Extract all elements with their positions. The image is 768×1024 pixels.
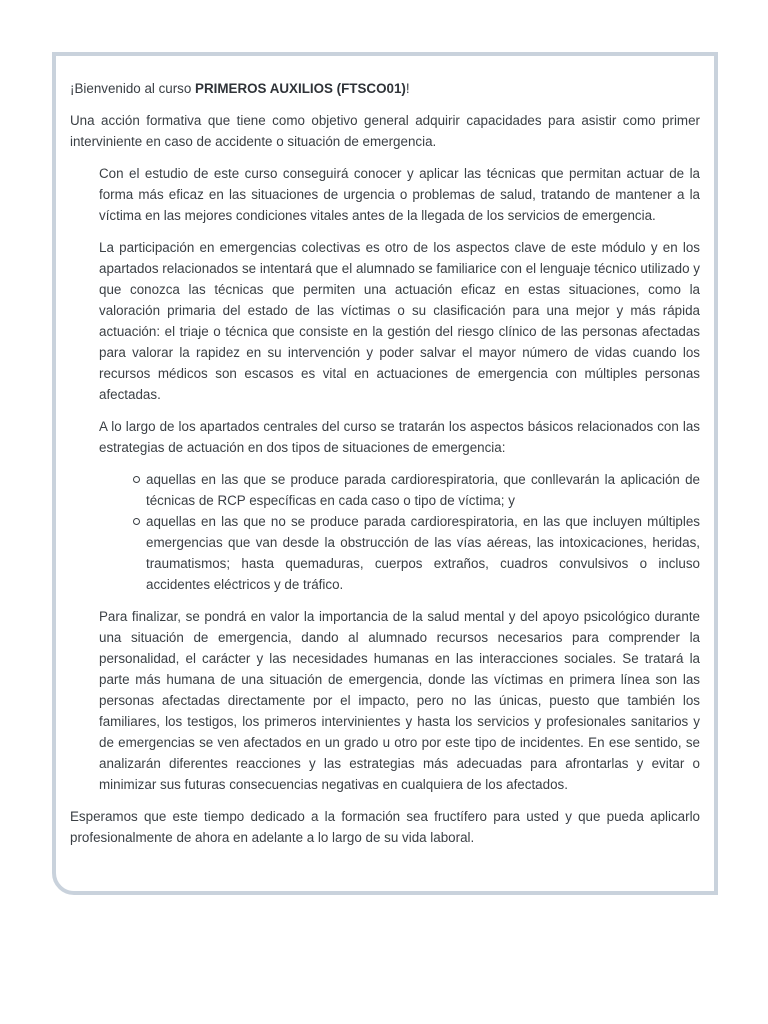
closing-paragraph: Esperamos que este tiempo dedicado a la formación sea fructífero para usted y que pueda aplicarlo profesionalmente de ahora en adelante a lo largo de su vida laboral.	[70, 809, 700, 845]
mental-health-paragraph: Para finalizar, se pondrá en valor la importancia de la salud mental y del apoyo psicológico durante una situación de emergencia, dando al alumnado recursos necesarios para comprender la personalidad, el carácter y las necesidades humanas en las interacciones sociales. Se tratará la parte más humana de una situación de emergencia, donde las víctimas en primera línea son las personas afectadas directamente por el impacto, pero no las únicas, puesto que también los familiares, los testigos, los primeros intervinientes y hasta los servicios y profesionales sanitarios y de emergencias se ven afectados en un grado u otro por este tipo de incidentes. En ese sentido, se analizarán diferentes reacciones y las estrategias más adecuadas para afrontarlas y evitar o minimizar sus futuras consecuencias negativas en cualquiera de los afectados.	[99, 609, 700, 792]
course-title: PRIMEROS AUXILIOS (FTSCO01)	[195, 81, 406, 96]
welcome-suffix: !	[405, 81, 410, 96]
circle-bullet-icon	[133, 518, 140, 525]
welcome-prefix: ¡Bienvenido al curso	[70, 81, 196, 96]
emergency-types-list	[99, 469, 700, 595]
central-sections-paragraph: A lo largo de los apartados centrales del curso se tratarán los aspectos básicos relacionados con las estrategias de actuación en dos tipos de situaciones de emergencia:	[99, 419, 700, 455]
intro-paragraph: Una acción formativa que tiene como objetivo general adquirir capacidades para asistir como primer interviniente en caso de accidente o situación de emergencia.	[70, 113, 700, 149]
list-item	[146, 469, 700, 511]
course-welcome-card	[52, 52, 718, 895]
list-item-text: aquellas en las que se produce parada cardiorespiratoria, que conllevarán la aplicación de técnicas de RCP específicas en cada caso o tipo de víctima; y	[146, 472, 700, 508]
list-item-text: aquellas en las que no se produce parada cardiorespiratoria, en las que incluyen múltiples emergencias que van desde la obstrucción de las vías aéreas, las intoxicaciones, heridas, traumatismos; hasta quemaduras, cuerpos extraños, cuadros convulsivos o incluso accidentes eléctricos y de tráfico.	[146, 514, 700, 592]
objectives-paragraph: Con el estudio de este curso conseguirá conocer y aplicar las técnicas que permitan actuar de la forma más eficaz en las situaciones de urgencia o problemas de salud, tratando de mantener a la víctima en las mejores condiciones vitales antes de la llegada de los servicios de emergencia.	[99, 166, 700, 223]
welcome-line	[70, 78, 700, 99]
list-item	[146, 511, 700, 595]
collective-emergencies-paragraph: La participación en emergencias colectivas es otro de los aspectos clave de este módulo y en los apartados relacionados se intentará que el alumnado se familiarice con el lenguaje técnico utilizado y que conozca las técnicas que permiten una actuación eficaz en estas situaciones, como la valoración primaria del estado de las víctimas o su clasificación para una mejor y más rápida actuación: el triaje o técnica que consiste en la gestión del riesgo clínico de las personas afectadas para valorar la rapidez en su intervención y poder salvar el mayor número de vidas cuando los recursos médicos son escasos es vital en actuaciones de emergencia con múltiples personas afectadas.	[99, 240, 700, 402]
circle-bullet-icon	[133, 476, 140, 483]
